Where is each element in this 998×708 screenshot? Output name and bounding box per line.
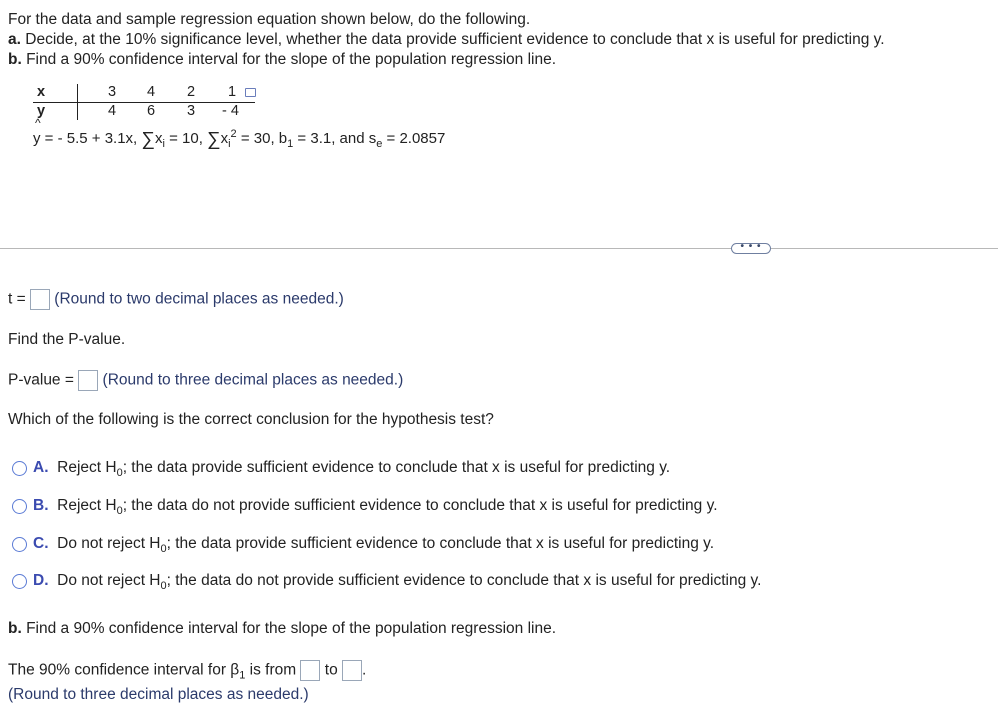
option-letter: A. xyxy=(33,459,49,476)
part-b-letter: b. xyxy=(8,620,22,637)
yhat-equation: y = - 5.5 + 3.1x, xyxy=(33,130,138,147)
se-sub: e xyxy=(376,138,383,150)
ci-hint: (Round to three decimal places as needed.) xyxy=(8,686,309,703)
table-x-value: 4 xyxy=(147,84,156,100)
option-a[interactable] xyxy=(33,459,670,479)
sum-x2-value: = 30, b xyxy=(240,130,288,147)
option-text: Reject H xyxy=(57,497,117,514)
option-letter: D. xyxy=(33,572,49,589)
sum-x2-sub: i xyxy=(228,138,231,150)
part-a-text: Decide, at the 10% significance level, whether the data provide sufficient evidence to conclude that x is useful for predicting y. xyxy=(25,31,885,48)
table-y-label: y xyxy=(37,103,46,119)
option-letter: C. xyxy=(33,535,49,552)
table-x-value: 2 xyxy=(187,84,196,100)
h0-sub: 0 xyxy=(116,505,123,517)
se-value: = 2.0857 xyxy=(386,130,446,147)
ci-upper-input[interactable] xyxy=(342,660,362,681)
table-y-value: 6 xyxy=(147,103,156,119)
option-a-radio[interactable] xyxy=(12,461,27,476)
option-b-radio[interactable] xyxy=(12,499,27,514)
more-button[interactable]: • • • xyxy=(731,243,771,254)
table-y-value: 4 xyxy=(108,103,117,119)
option-text: ; the data do not provide sufficient evidence to conclude that x is useful for predicting y. xyxy=(166,572,762,589)
ci-lower-input[interactable] xyxy=(300,660,320,681)
b1-sub: 1 xyxy=(287,138,294,150)
h0-sub: 0 xyxy=(116,467,123,479)
table-y-value: - 4 xyxy=(222,103,239,119)
table-x-value: 1 xyxy=(228,84,237,100)
option-b[interactable] xyxy=(33,497,718,517)
h0-sub: 0 xyxy=(160,580,167,592)
table-y-value: 3 xyxy=(187,103,196,119)
conclusion-question: Which of the following is the correct conclusion for the hypothesis test? xyxy=(8,411,494,428)
sum-x-var: x xyxy=(154,130,163,147)
option-text: Do not reject H xyxy=(57,572,161,589)
pvalue-hint: (Round to three decimal places as needed.) xyxy=(102,371,404,389)
part-a-letter: a. xyxy=(8,31,21,48)
yhat-caret: ^ xyxy=(35,116,41,130)
sigma-icon: ∑ xyxy=(207,129,221,150)
option-text: ; the data do not provide sufficient evidence to conclude that x is useful for predicting y. xyxy=(122,497,718,514)
pvalue-label: P-value = xyxy=(8,371,74,389)
t-answer-input[interactable] xyxy=(30,289,50,310)
sum-x2-sup: 2 xyxy=(230,128,237,140)
option-c[interactable] xyxy=(33,535,714,555)
sum-x2-var: x xyxy=(220,130,229,147)
ci-text: The 90% confidence interval for β xyxy=(8,661,240,679)
ci-row xyxy=(8,660,366,682)
option-text: ; the data provide sufficient evidence to conclude that x is useful for predicting y. xyxy=(166,535,715,552)
option-text: Reject H xyxy=(57,459,117,476)
h0-sub: 0 xyxy=(160,543,167,555)
ci-from-text: is from xyxy=(249,661,297,679)
t-hint: (Round to two decimal places as needed.) xyxy=(54,290,344,308)
option-text: Do not reject H xyxy=(57,535,161,552)
beta-sub: 1 xyxy=(239,669,246,682)
part-b-text: Find a 90% confidence interval for the slope of the population regression line. xyxy=(26,620,557,637)
sigma-icon: ∑ xyxy=(141,129,155,150)
sum-x-value: = 10, xyxy=(169,130,203,147)
ci-to-text: to xyxy=(324,661,338,679)
option-text: ; the data provide sufficient evidence to conclude that x is useful for predicting y. xyxy=(122,459,671,476)
regression-equation xyxy=(33,128,445,151)
pvalue-row xyxy=(8,370,403,391)
table-x-value: 3 xyxy=(108,84,117,100)
b1-value: = 3.1, and s xyxy=(297,130,377,147)
problem-part-a xyxy=(8,31,885,49)
option-d-radio[interactable] xyxy=(12,574,27,589)
copy-data-icon[interactable] xyxy=(245,88,256,97)
t-row xyxy=(8,289,344,310)
part-b-text: Find a 90% confidence interval for the slope of the population regression line. xyxy=(26,51,557,68)
section-divider xyxy=(0,248,998,249)
pvalue-answer-input[interactable] xyxy=(78,370,98,391)
part-b-heading xyxy=(8,620,556,638)
ci-end-text: . xyxy=(362,661,367,679)
t-label: t = xyxy=(8,290,26,308)
option-letter: B. xyxy=(33,497,49,514)
option-d[interactable] xyxy=(33,572,761,592)
table-x-label: x xyxy=(37,84,46,100)
problem-intro: For the data and sample regression equation shown below, do the following. xyxy=(8,11,531,28)
option-c-radio[interactable] xyxy=(12,537,27,552)
pvalue-prompt: Find the P-value. xyxy=(8,331,126,348)
part-b-letter: b. xyxy=(8,51,22,68)
sum-x-sub: i xyxy=(162,138,165,150)
problem-part-b xyxy=(8,51,556,69)
